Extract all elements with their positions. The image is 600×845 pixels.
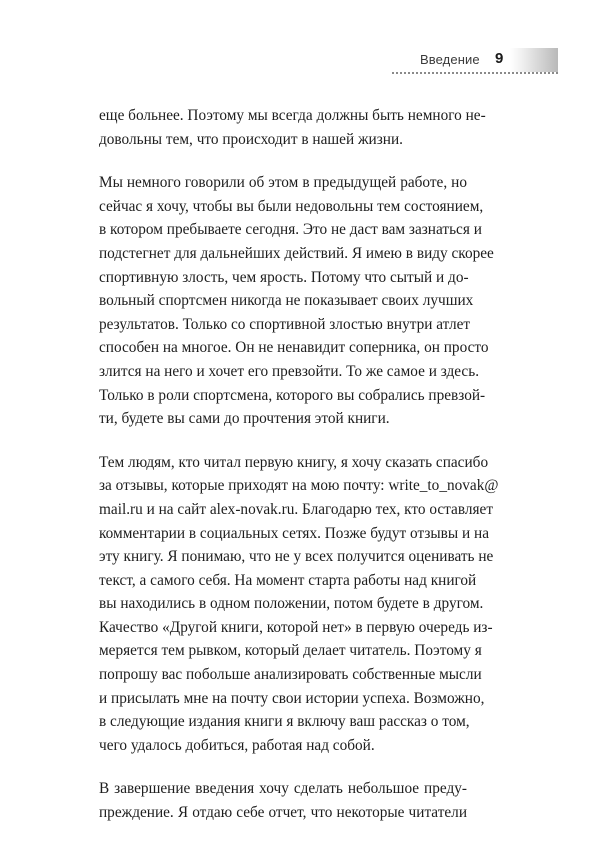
text-line: злится на него и хочет его превзойти. То же самое и здесь. <box>99 362 480 380</box>
text-line: комментарии в социальных сетях. Позже будут отзывы и на <box>99 524 489 542</box>
text-line: в следующие издания книги я включу ваш рассказ о том, <box>99 713 470 731</box>
paragraph <box>99 777 467 824</box>
text-line: ти, будете вы сами до прочтения этой книги. <box>99 410 390 428</box>
text-line: попрошу вас побольше анализировать собственные мысли <box>99 666 482 684</box>
paragraph <box>99 171 494 431</box>
text-line: вы находились в одном положении, потом будете в другом. <box>99 595 484 613</box>
text-line: Тем людям, кто читал первую книгу, я хочу сказать спасибо <box>99 453 489 471</box>
text-line: подстегнет для дальнейших действий. Я имею в виду скорее <box>99 244 494 262</box>
text-line: эту книгу. Я понимаю, что не у всех получится оценивать не <box>99 548 494 566</box>
text-line: довольны тем, что происходит в нашей жизни. <box>99 130 403 148</box>
text-line: меряется тем рывком, который делает читатель. Поэтому я <box>99 642 482 660</box>
text-line: и присылать мне на почту свои истории успеха. Возможно, <box>99 689 485 707</box>
text-line: Только в роли спортсмена, которого вы собрались превзой- <box>99 386 486 404</box>
text-line: Мы немного говорили об этом в предыдущей работе, но <box>99 174 467 192</box>
paragraph <box>99 451 499 758</box>
text-line: в котором пребываете сегодня. Это не даст вам зазнаться и <box>99 221 482 239</box>
paragraph <box>99 104 486 151</box>
text-line: способен на многое. Он не ненавидит соперника, он просто <box>99 339 489 357</box>
section-title: Введение <box>420 52 480 67</box>
text-line: текст, а самого себя. На момент старта работы над книгой <box>99 571 477 589</box>
text-line: mail.ru и на сайт alex-novak.ru. Благодарю тех, кто оставляет <box>99 500 493 518</box>
text-line: чего удалось добиться, работая над собой. <box>99 736 375 754</box>
text-line: еще больнее. Поэтому мы всегда должны быть немного не- <box>99 107 486 124</box>
header-dotted-rule <box>392 72 558 74</box>
text-line: результатов. Только со спортивной злостью внутри атлет <box>99 315 471 333</box>
header-gradient-tab <box>510 48 558 72</box>
page-number: 9 <box>495 50 504 67</box>
body-text <box>99 104 499 845</box>
text-line: за отзывы, которые приходят на мою почту: write_to_novak@ <box>99 477 499 495</box>
text-line: В завершение введения хочу сделать небольшое преду- <box>99 780 467 798</box>
text-line: спортивную злость, чем ярость. Потому что сытый и до- <box>99 268 469 286</box>
text-line: преждение. Я отдаю себе отчет, что некоторые читатели <box>99 804 467 822</box>
text-line: вольный спортсмен никогда не показывает своих лучших <box>99 292 474 310</box>
text-line: сейчас я хочу, чтобы вы были недовольны тем состоянием, <box>99 197 484 215</box>
running-header <box>392 48 558 74</box>
text-line: Качество «Другой книги, которой нет» в первую очередь из- <box>99 618 493 636</box>
